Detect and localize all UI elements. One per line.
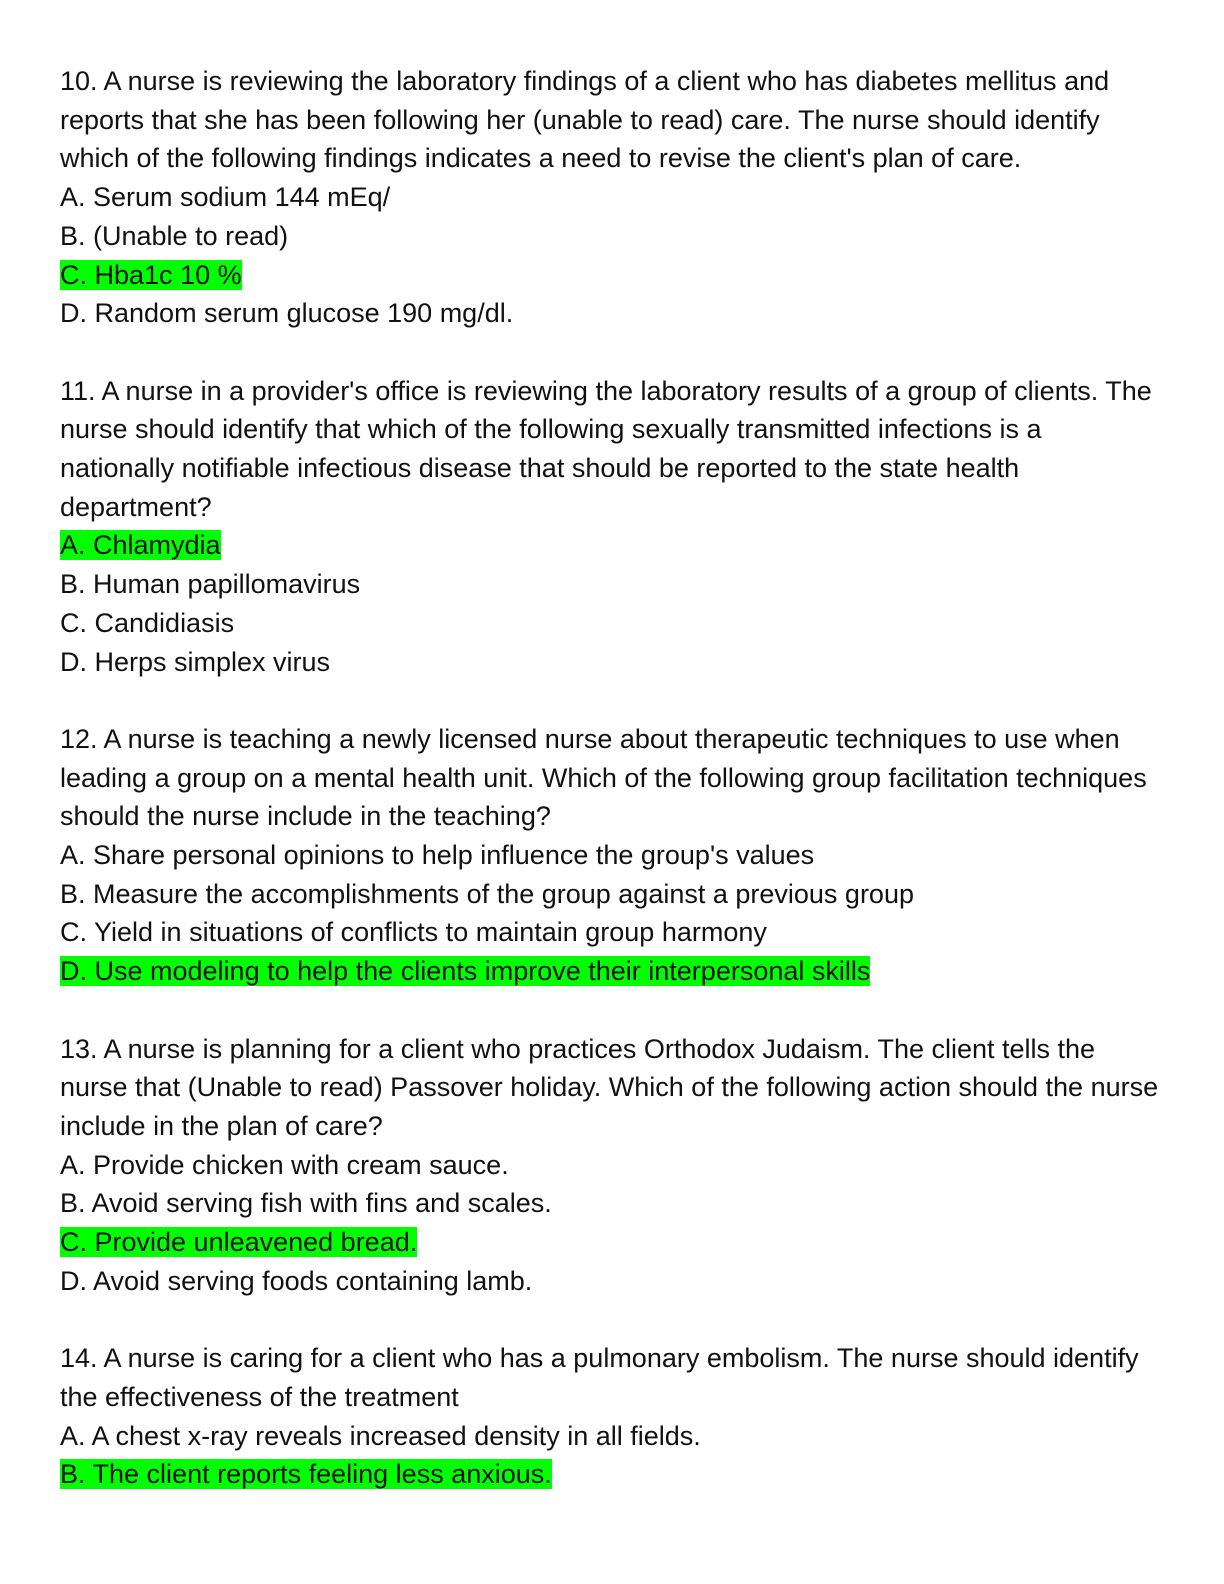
option-text: D. Herps simplex virus — [60, 646, 331, 677]
answer-option — [60, 913, 1160, 952]
question-13 — [60, 1030, 1160, 1301]
option-text: A. A chest x-ray reveals increased density in all fields. — [60, 1420, 701, 1451]
option-text: B. Avoid serving fish with fins and scales. — [60, 1188, 552, 1219]
answer-option-correct — [60, 526, 1160, 565]
question-stem: 12. A nurse is teaching a newly licensed nurse about therapeutic techniques to use when leading a group on a mental health unit. Which of the following group facilitation techniques should the nurse include in the teaching? — [60, 723, 1147, 832]
option-text: A. Serum sodium 144 mEq/ — [60, 182, 391, 213]
option-text: C. Yield in situations of conflicts to maintain group harmony — [60, 917, 767, 948]
option-text: B. Measure the accomplishments of the group against a previous group — [60, 878, 914, 909]
answer-option — [60, 178, 1160, 217]
question-stem: 10. A nurse is reviewing the laboratory findings of a client who has diabetes mellitus and reports that she has been following her (unable to read) care. The nurse should identify which of the following findings indicates a need to revise the client's plan of care. — [60, 66, 1110, 174]
question-stem: 11. A nurse in a provider's office is reviewing the laboratory results of a group of clients. The nurse should identify that which of the following sexually transmitted infections is a nationally notifiable infectious disease that should be reported to the state health department? — [60, 375, 1152, 522]
answer-option — [60, 217, 1160, 256]
question-10 — [60, 62, 1160, 333]
option-text: C. Hba1c 10 % — [60, 259, 242, 290]
answer-option — [60, 565, 1160, 604]
answer-option-correct — [60, 952, 1160, 991]
question-stem: 14. A nurse is caring for a client who has a pulmonary embolism. The nurse should identify the effectiveness of the treatment — [60, 1343, 1139, 1412]
document-page — [60, 62, 1160, 1533]
option-text: A. Share personal opinions to help influence the group's values — [60, 840, 815, 871]
answer-option — [60, 875, 1160, 914]
answer-option — [60, 1417, 1160, 1456]
option-text: B. Human papillomavirus — [60, 569, 361, 600]
answer-option — [60, 643, 1160, 682]
answer-option-correct — [60, 256, 1160, 295]
answer-option-correct — [60, 1223, 1160, 1262]
option-text: D. Random serum glucose 190 mg/dl. — [60, 298, 514, 329]
option-text: B. The client reports feeling less anxious. — [60, 1459, 552, 1490]
question-11 — [60, 372, 1160, 682]
option-text: A. Chlamydia — [60, 530, 221, 561]
option-text: A. Provide chicken with cream sauce. — [60, 1149, 509, 1180]
question-stem: 13. A nurse is planning for a client who practices Orthodox Judaism. The client tells the nurse that (Unable to read) Passover holiday. Which of the following action should the nurse include in the plan of care? — [60, 1033, 1159, 1141]
question-12 — [60, 720, 1160, 991]
answer-option — [60, 1262, 1160, 1301]
option-text: C. Candidiasis — [60, 607, 235, 638]
answer-option — [60, 1184, 1160, 1223]
option-text: D. Avoid serving foods containing lamb. — [60, 1265, 533, 1296]
question-14 — [60, 1339, 1160, 1494]
option-text: C. Provide unleavened bread. — [60, 1227, 418, 1258]
answer-option — [60, 604, 1160, 643]
option-text: D. Use modeling to help the clients improve their interpersonal skills — [60, 956, 871, 987]
answer-option-correct — [60, 1455, 1160, 1494]
option-text: B. (Unable to read) — [60, 220, 289, 251]
answer-option — [60, 1146, 1160, 1185]
answer-option — [60, 294, 1160, 333]
answer-option — [60, 836, 1160, 875]
